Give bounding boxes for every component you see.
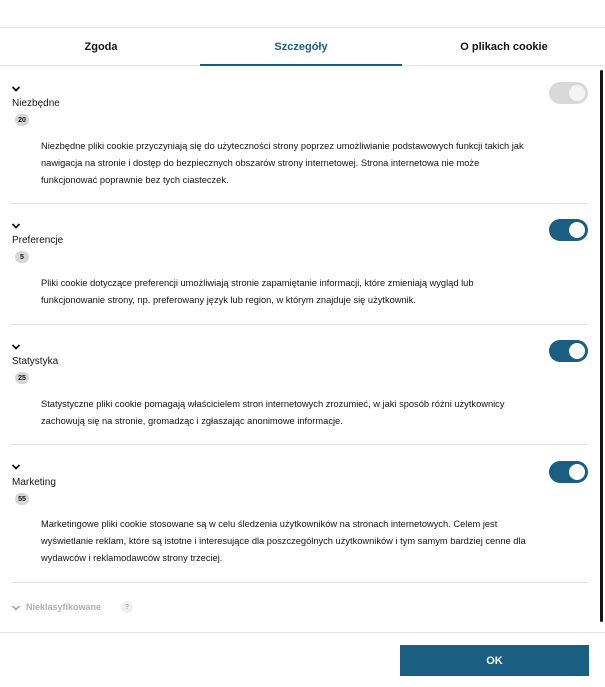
tab-bar [0,28,605,66]
section-title-statistics: Statystyka [12,356,59,367]
section-title-unclassified: Nieklasyfikowane [26,602,102,612]
tab-details[interactable]: Szczegóły [274,41,328,53]
details-panel [0,67,605,632]
chevron-down-icon[interactable] [11,604,21,612]
section-title-marketing: Marketing [12,477,56,488]
chevron-down-icon[interactable] [11,222,21,230]
cookie-count-badge: 5 [15,251,29,263]
chevron-down-icon[interactable] [11,85,21,93]
section-description-necessary: Niezbędne pliki cookie przyczyniają się do użyteczności strony poprzez umożliwianie podstawowych funkcji takich jak nawigacja na stronie i dostęp do bezpiecznych obszarów strony internetowej. Strona internetowa nie może funkcjonować poprawnie bez tych ciasteczek. [41,141,524,185]
section-divider [11,444,588,445]
scrollbar[interactable] [600,70,603,622]
active-tab-indicator [200,64,402,66]
tab-consent[interactable]: Zgoda [84,41,118,53]
question-icon[interactable]: ? [121,601,133,613]
section-description-preferences: Pliki cookie dotyczące preferencji umożliwiają stronie zapamiętanie informacji, które zmieniają wygląd lub funkcjonowanie strony, np. preferowany język lub region, w którym znajduje się użytkownik. [41,278,474,305]
footer-bar [0,632,605,687]
toggle-statistics[interactable] [549,340,588,362]
section-description-marketing: Marketingowe pliki cookie stosowane są w celu śledzenia użytkowników na stronach internetowych. Celem jest wyświetlanie reklam, które są istotne i interesujące dla poszczególnych użytkowników i tym samym bardziej cenne dla wydawców i reklamodawców strony trzeciej. [41,519,526,563]
toggle-preferences[interactable] [549,219,588,241]
toggle-necessary [549,82,588,104]
tab-about-cookies[interactable]: O plikach cookie [460,41,548,53]
chevron-down-icon[interactable] [11,343,21,351]
ok-button[interactable]: OK [400,645,589,676]
chevron-down-icon[interactable] [11,463,21,471]
cookie-count-badge: 55 [15,493,29,505]
toggle-marketing[interactable] [549,461,588,483]
cookie-count-badge: 25 [15,372,29,384]
section-divider [11,324,588,325]
section-title-preferences: Preferencje [12,235,64,246]
cookie-count-badge: 20 [15,114,29,126]
section-title-necessary: Niezbędne [12,98,60,109]
section-divider [11,582,588,583]
section-description-statistics: Statystyczne pliki cookie pomagają właścicielem stron internetowych zrozumieć, w jaki sposób różni użytkownicy zachowują się na stronie, gromadząc i zgłaszając anonimowe informacje. [41,399,505,426]
section-divider [11,203,588,204]
